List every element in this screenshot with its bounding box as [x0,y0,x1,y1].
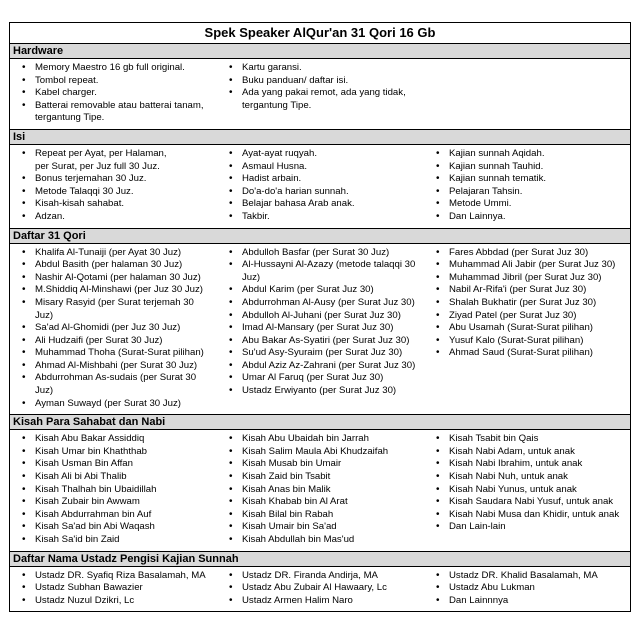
list-item: • Do'a-do'a harian sunnah. [227,186,420,199]
list-item: • Bonus terjemahan 30 Juz. [20,173,213,186]
list-item: • Khalifa Al-Tunaiji (per Ayat 30 Juz) [20,247,213,260]
document-title: Spek Speaker AlQur'an 31 Qori 16 Gb [10,23,630,44]
list-item: • Kisah Sa'ad bin Abi Waqash [20,521,213,534]
list-item: • Abdulloh Basfar (per Surat 30 Juz) [227,247,420,260]
sections-container [10,44,630,611]
section-heading: Daftar Nama Ustadz Pengisi Kajian Sunnah [10,552,630,567]
list-item: • Abu Bakar As-Syatiri (per Surat Juz 30) [227,335,420,348]
section-column [217,247,424,411]
list-item: • Pelajaran Tahsin. [434,186,627,199]
list-item: • Kisah-kisah sahabat. [20,198,213,211]
list-item: • Abdul Aziz Az-Zahrani (per Surat Juz 30) [227,360,420,373]
spec-sheet [9,22,631,612]
list-item: • M.Shiddiq Al-Minshawi (per Juz 30 Juz) [20,284,213,297]
section-column [217,148,424,224]
list-item: • Kisah Umar bin Khaththab [20,446,213,459]
bullet-list [20,62,213,125]
section-column [424,247,631,411]
list-item: • Kisah Nabi Yunus, untuk anak [434,484,627,497]
list-item: • Adzan. [20,211,213,224]
list-item: • Takbir. [227,211,420,224]
bullet-list [20,247,213,411]
list-item: • Kisah Anas bin Malik [227,484,420,497]
list-item: • Kisah Zubair bin Awwam [20,496,213,509]
list-item: • Dan Lainnya. [434,211,627,224]
section-body [10,59,630,130]
list-item: • Kabel charger. [20,87,213,100]
list-item: • Kisah Umair bin Sa'ad [227,521,420,534]
list-item: • Abdul Basith (per halaman 30 Juz) [20,259,213,272]
list-item: • Tombol repeat. [20,75,213,88]
section-column [424,570,631,608]
bullet-list [20,148,213,224]
list-item: • Kisah Tsabit bin Qais [434,433,627,446]
list-item: • Ustadz Abu Lukman [434,582,627,595]
list-item: • Fares Abbdad (per Surat Juz 30) [434,247,627,260]
list-item: • Kisah Sa'id bin Zaid [20,534,213,547]
list-item: • Dan Lainnnya [434,595,627,608]
list-item: • Ayman Suwayd (per Surat 30 Juz) [20,398,213,411]
bullet-list [20,570,213,608]
list-item: • Hadist arbain. [227,173,420,186]
section-body [10,567,630,612]
list-item: • Ustadz Armen Halim Naro [227,595,420,608]
list-item: • Kisah Usman Bin Affan [20,458,213,471]
list-item: • Kisah Nabi Nuh, untuk anak [434,471,627,484]
list-item: • Ada yang pakai remot, ada yang tidak, tergantung Tipe. [227,87,420,112]
list-item: • Kartu garansi. [227,62,420,75]
list-item: • Imad Al-Mansary (per Surat Juz 30) [227,322,420,335]
list-item: • Kisah Musab bin Umair [227,458,420,471]
section-body [10,430,630,551]
list-item: • Umar Al Faruq (per Surat Juz 30) [227,372,420,385]
bullet-list [227,570,420,608]
list-item: • Shalah Bukhatir (per Surat Juz 30) [434,297,627,310]
bullet-list [434,570,627,608]
bullet-list [20,433,213,546]
list-item: • Dan Lain-lain [434,521,627,534]
section-heading: Daftar 31 Qori [10,229,630,244]
list-item: • Kajian sunnah Tauhid. [434,161,627,174]
bullet-list [434,148,627,224]
section-heading: Hardware [10,44,630,59]
list-item: • Ustadz Abu Zubair Al Hawaary, Lc [227,582,420,595]
list-item: • Abdulloh Al-Juhani (per Surat Juz 30) [227,310,420,323]
list-item: • Kisah Salim Maula Abi Khudzaifah [227,446,420,459]
list-item: • Memory Maestro 16 gb full original. [20,62,213,75]
list-item: • Kisah Ali bi Abi Thalib [20,471,213,484]
section-column [217,62,424,125]
list-item: • Kisah Abu Ubaidah bin Jarrah [227,433,420,446]
list-item: • Asmaul Husna. [227,161,420,174]
list-item: • Ustadz DR. Syafiq Riza Basalamah, MA [20,570,213,583]
list-item: • Kisah Nabi Musa dan Khidir, untuk anak [434,509,627,522]
list-item: • Ustadz DR. Khalid Basalamah, MA [434,570,627,583]
section-column [424,148,631,224]
list-item: • Su'ud Asy-Syuraim (per Surat Juz 30) [227,347,420,360]
list-item: • Abu Usamah (Surat-Surat pilihan) [434,322,627,335]
list-item: • Kisah Abdullah bin Mas'ud [227,534,420,547]
bullet-list [227,433,420,546]
list-item: • Al-Hussayni Al-Azazy (metode talaqqi 30 Juz) [227,259,420,284]
list-item: • Nabil Ar-Rifa'i (per Surat Juz 30) [434,284,627,297]
list-item: • Muhammad Jibril (per Surat Juz 30) [434,272,627,285]
list-item: • Nashir Al-Qotami (per halaman 30 Juz) [20,272,213,285]
section-body [10,145,630,229]
list-item: • Ayat-ayat ruqyah. [227,148,420,161]
list-item: • Kisah Abdurrahman bin Auf [20,509,213,522]
list-item: • Ustadz DR. Firanda Andirja, MA [227,570,420,583]
list-item: • Kisah Zaid bin Tsabit [227,471,420,484]
section-heading: Kisah Para Sahabat dan Nabi [10,415,630,430]
bullet-list [434,247,627,360]
list-item: • Muhammad Thoha (Surat-Surat pilihan) [20,347,213,360]
list-item: • Abdurrohman Al-Ausy (per Surat Juz 30) [227,297,420,310]
list-item: • Kisah Nabi Ibrahim, untuk anak [434,458,627,471]
list-item: • Batterai removable atau batterai tanam, tergantung Tipe. [20,100,213,125]
list-item: • Metode Ummi. [434,198,627,211]
list-item: • Ustadz Erwiyanto (per Surat Juz 30) [227,385,420,398]
list-item: • Buku panduan/ daftar isi. [227,75,420,88]
list-item: • Repeat per Ayat, per Halaman, per Surat, per Juz full 30 Juz. [20,148,213,173]
list-item: • Kisah Bilal bin Rabah [227,509,420,522]
list-item: • Ustadz Nuzul Dzikri, Lc [20,595,213,608]
list-item: • Kisah Abu Bakar Assiddiq [20,433,213,446]
section-column [10,433,217,546]
bullet-list [227,148,420,224]
list-item: • Belajar bahasa Arab anak. [227,198,420,211]
list-item: • Abdul Karim (per Surat Juz 30) [227,284,420,297]
section-column [217,433,424,546]
section-column [10,148,217,224]
list-item: • Misary Rasyid (per Surat terjemah 30 Juz) [20,297,213,322]
list-item: • Ustadz Subhan Bawazier [20,582,213,595]
list-item: • Metode Talaqqi 30 Juz. [20,186,213,199]
list-item: • Kisah Saudara Nabi Yusuf, untuk anak [434,496,627,509]
section-column [424,433,631,546]
list-item: • Kajian sunnah Aqidah. [434,148,627,161]
bullet-list [227,247,420,398]
section-body [10,244,630,416]
bullet-list [227,62,420,112]
list-item: • Sa'ad Al-Ghomidi (per Juz 30 Juz) [20,322,213,335]
list-item: • Ali Hudzaifi (per Surat 30 Juz) [20,335,213,348]
section-column [217,570,424,608]
list-item: • Ziyad Patel (per Surat Juz 30) [434,310,627,323]
list-item: • Abdurrohman As-sudais (per Surat 30 Juz) [20,372,213,397]
list-item: • Kisah Khabab bin Al Arat [227,496,420,509]
section-column [424,62,631,125]
list-item: • Kisah Thalhah bin Ubaidillah [20,484,213,497]
list-item: • Kajian sunnah tematik. [434,173,627,186]
bullet-list [434,433,627,534]
section-column [10,570,217,608]
section-column [10,247,217,411]
section-heading: Isi [10,130,630,145]
list-item: • Muhammad Ali Jabir (per Surat Juz 30) [434,259,627,272]
list-item: • Ahmad Al-Mishbahi (per Surat 30 Juz) [20,360,213,373]
section-column [10,62,217,125]
list-item: • Yusuf Kalo (Surat-Surat pilihan) [434,335,627,348]
list-item: • Kisah Nabi Adam, untuk anak [434,446,627,459]
list-item: • Ahmad Saud (Surat-Surat pilihan) [434,347,627,360]
